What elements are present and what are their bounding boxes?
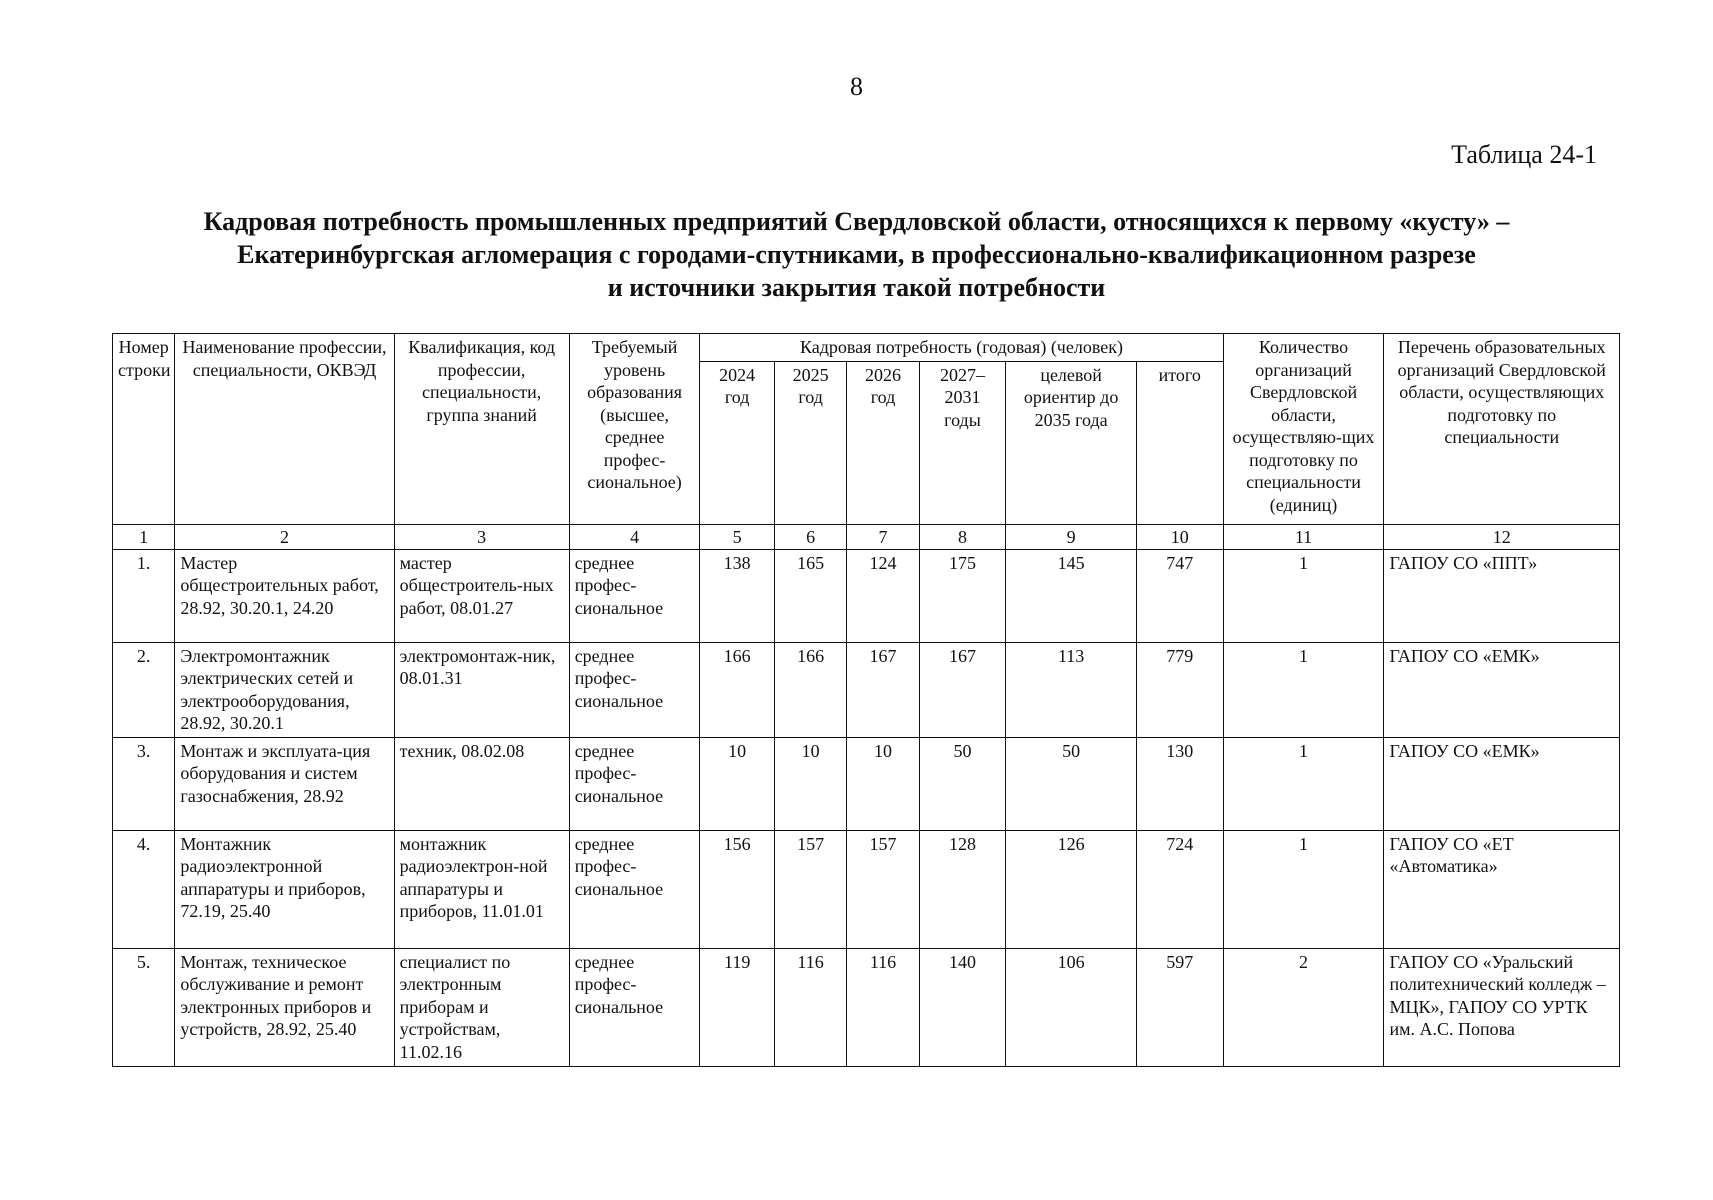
cell-2026: 167 [847,642,919,737]
cell-2026: 124 [847,549,919,642]
table-row [113,948,1620,1066]
cell-2025: 10 [774,737,846,830]
cell-total: 724 [1137,830,1224,948]
cell-org-count: 1 [1223,830,1384,948]
cell-target: 113 [1006,642,1137,737]
cell-qualification: монтажник радиоэлектрон-ной аппаратуры и приборов, 11.01.01 [394,830,569,948]
cell-2027-2031: 175 [919,549,1006,642]
cell-qualification: специалист по электронным приборам и устройствам, 11.02.16 [394,948,569,1066]
table-row [113,549,1620,642]
header-qualification: Квалификация, код профессии, специальности, группа знаний [394,334,569,525]
cell-org-count: 1 [1223,549,1384,642]
cell-total: 130 [1137,737,1224,830]
cell-total: 779 [1137,642,1224,737]
column-number: 11 [1223,524,1384,549]
cell-2024: 166 [700,642,774,737]
cell-education: среднее профес-сиональное [569,549,700,642]
cell-2024: 10 [700,737,774,830]
cell-profession: Монтаж, техническое обслуживание и ремонт электронных приборов и устройств, 28.92, 25.40 [175,948,394,1066]
cell-profession: Монтажник радиоэлектронной аппаратуры и приборов, 72.19, 25.40 [175,830,394,948]
cell-2025: 116 [774,948,846,1066]
column-number: 3 [394,524,569,549]
cell-education: среднее профес-сиональное [569,737,700,830]
column-number: 1 [113,524,175,549]
title-line: Кадровая потребность промышленных предприятий Свердловской области, относящихся к первому «кусту» – [203,207,1510,236]
table-title [110,205,1603,304]
cell-education: среднее профес-сиональное [569,830,700,948]
table-label: Таблица 24-1 [1451,140,1597,169]
cell-org-count: 1 [1223,737,1384,830]
cell-total: 597 [1137,948,1224,1066]
header-education: Требуемый уровень образования (высшее, среднее профес-сиональное) [569,334,700,525]
cell-target: 145 [1006,549,1137,642]
cell-org-count: 2 [1223,948,1384,1066]
cell-row-number: 1. [113,549,175,642]
cell-2026: 10 [847,737,919,830]
cell-2025: 165 [774,549,846,642]
cell-orgs: ГАПОУ СО «ЕМК» [1384,642,1620,737]
cell-2025: 157 [774,830,846,948]
cell-qualification: мастер общестроитель-ных работ, 08.01.27 [394,549,569,642]
table-row [113,830,1620,948]
cell-2027-2031: 50 [919,737,1006,830]
staffing-table [112,333,1620,1067]
title-line: и источники закрытия такой потребности [607,273,1106,302]
cell-org-count: 1 [1223,642,1384,737]
column-number: 10 [1137,524,1224,549]
cell-2027-2031: 140 [919,948,1006,1066]
cell-education: среднее профес-сиональное [569,642,700,737]
header-row-number: Номер строки [113,334,175,525]
header-2024: 2024 год [700,361,774,524]
cell-2024: 156 [700,830,774,948]
cell-2027-2031: 167 [919,642,1006,737]
cell-qualification: электромонтаж-ник, 08.01.31 [394,642,569,737]
cell-row-number: 5. [113,948,175,1066]
cell-profession: Монтаж и эксплуата-ция оборудования и систем газоснабжения, 28.92 [175,737,394,830]
cell-2027-2031: 128 [919,830,1006,948]
column-number: 8 [919,524,1006,549]
cell-row-number: 4. [113,830,175,948]
column-number: 5 [700,524,774,549]
table-row [113,737,1620,830]
column-number: 12 [1384,524,1620,549]
header-profession: Наименование профессии, специальности, ОКВЭД [175,334,394,525]
cell-2026: 157 [847,830,919,948]
cell-orgs: ГАПОУ СО «ЕМК» [1384,737,1620,830]
cell-target: 50 [1006,737,1137,830]
header-target-2035: целевой ориентир до 2035 года [1006,361,1137,524]
cell-row-number: 2. [113,642,175,737]
cell-2024: 138 [700,549,774,642]
column-number: 4 [569,524,700,549]
cell-target: 106 [1006,948,1137,1066]
header-org-list: Перечень образовательных организаций Свердловской области, осуществляющих подготовку по специальности [1384,334,1620,525]
cell-row-number: 3. [113,737,175,830]
cell-orgs: ГАПОУ СО «ППТ» [1384,549,1620,642]
cell-education: среднее профес-сиональное [569,948,700,1066]
cell-target: 126 [1006,830,1137,948]
column-number: 6 [774,524,846,549]
cell-2025: 166 [774,642,846,737]
title-line: Екатеринбургская агломерация с городами-спутниками, в профессионально-квалификационном разрезе [237,240,1476,269]
column-number: 2 [175,524,394,549]
header-2026: 2026 год [847,361,919,524]
cell-profession: Электромонтажник электрических сетей и электрооборудования, 28.92, 30.20.1 [175,642,394,737]
column-number: 9 [1006,524,1137,549]
header-demand-group: Кадровая потребность (годовая) (человек) [700,334,1223,362]
table-row [113,642,1620,737]
cell-2024: 119 [700,948,774,1066]
cell-profession: Мастер общестроительных работ, 28.92, 30.20.1, 24.20 [175,549,394,642]
cell-total: 747 [1137,549,1224,642]
header-2027-2031: 2027– 2031 годы [919,361,1006,524]
cell-2026: 116 [847,948,919,1066]
header-org-count: Количество организаций Свердловской области, осуществляю-щих подготовку по специальности (единиц) [1223,334,1384,525]
cell-orgs: ГАПОУ СО «Уральский политехнический колледж – МЦК», ГАПОУ СО УРТК им. А.С. Попова [1384,948,1620,1066]
page-number: 8 [850,72,863,101]
header-2025: 2025 год [774,361,846,524]
header-row-top [113,334,1620,362]
column-number-row [113,524,1620,549]
cell-qualification: техник, 08.02.08 [394,737,569,830]
header-total: итого [1137,361,1224,524]
cell-orgs: ГАПОУ СО «ЕТ «Автоматика» [1384,830,1620,948]
column-number: 7 [847,524,919,549]
